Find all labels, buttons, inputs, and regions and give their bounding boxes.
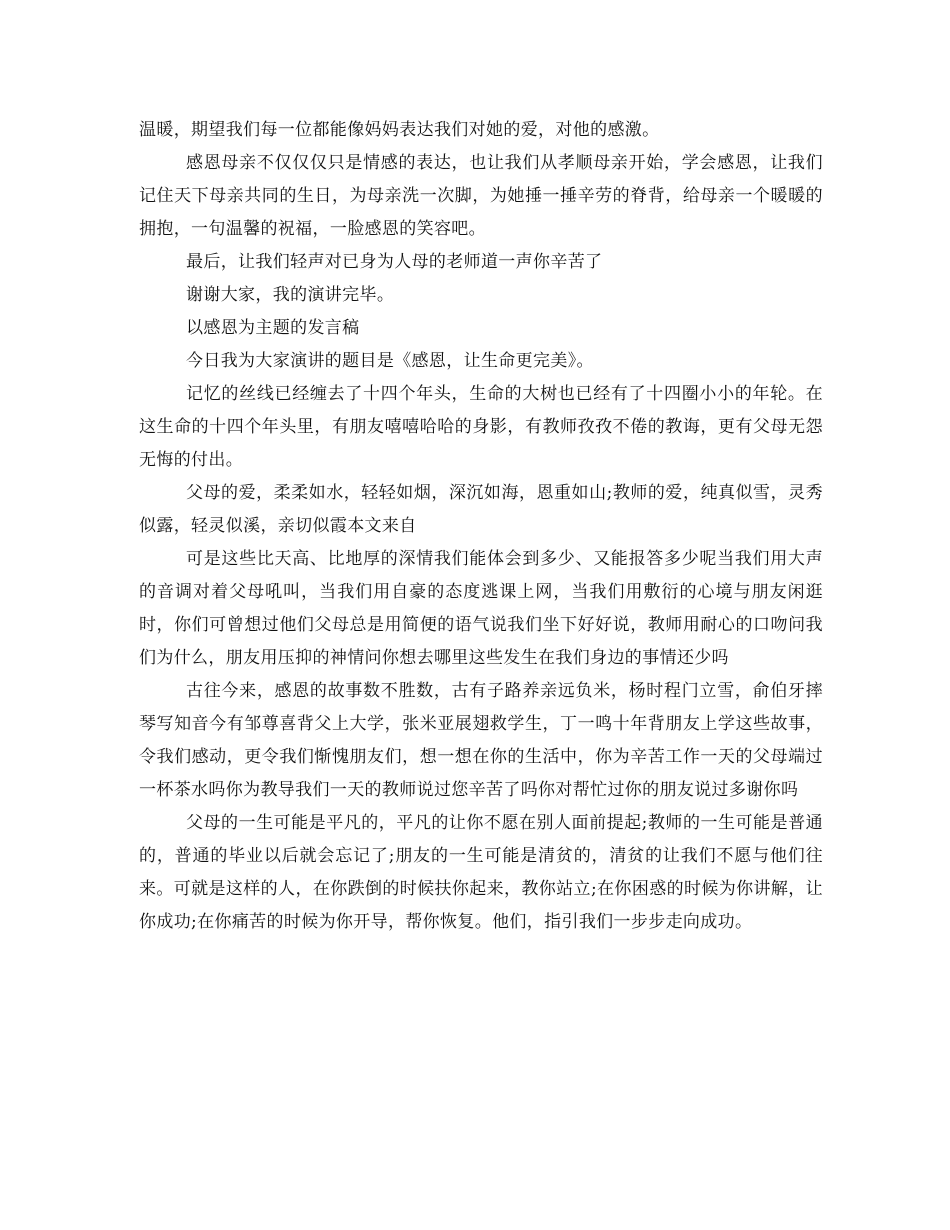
paragraph: 温暖，期望我们每一位都能像妈妈表达我们对她的爱，对他的感激。	[139, 120, 660, 140]
paragraph: 父母的一生可能是平凡的，平凡的让你不愿在别人面前提起;教师的一生可能是普通的，普通的毕业以后就会忘记了;朋友的一生可能是清贫的，清贫的让我们不愿与他们往来。可就是这样的人，在你跌倒的时候扶你起来，教你站立;在你困惑的时候为你讲解，让你成功;在你痛苦的时候为你开导，帮你恢复。他们，指引我们一步步走向成功。	[139, 813, 823, 932]
document-body	[139, 114, 823, 939]
paragraph: 可是这些比天高、比地厚的深情我们能体会到多少、又能报答多少呢当我们用大声的音调对着父母吼叫，当我们用自豪的态度逃课上网，当我们用敷衍的心境与朋友闲逛时，你们可曾想过他们父母总是用简便的语气说我们坐下好好说，教师用耐心的口吻问我们为什么，朋友用压抑的神情问你想去哪里这些发生在我们身边的事情还少吗	[139, 549, 823, 668]
paragraph: 最后，让我们轻声对已身为人母的老师道一声你辛苦了	[186, 252, 603, 272]
section-heading: 以感恩为主题的发言稿	[186, 318, 360, 338]
paragraph: 古往今来，感恩的故事数不胜数，古有子路养亲远负米，杨时程门立雪，俞伯牙摔琴写知音今有邹尊喜背父上大学，张米亚展翅救学生，丁一鸣十年背朋友上学这些故事，令我们感动，更令我们惭愧朋友们，想一想在你的生活中，你为辛苦工作一天的父母端过一杯茶水吗你为教导我们一天的教师说过您辛苦了吗你对帮忙过你的朋友说过多谢你吗	[139, 681, 823, 800]
paragraph: 父母的爱，柔柔如水，轻轻如烟，深沉如海，恩重如山;教师的爱，纯真似雪，灵秀似露，轻灵似溪，亲切似霞本文来自	[139, 483, 823, 536]
paragraph: 记忆的丝线已经缠去了十四个年头，生命的大树也已经有了十四圈小小的年轮。在这生命的十四个年头里，有朋友嘻嘻哈哈的身影，有教师孜孜不倦的教诲，更有父母无怨无悔的付出。	[139, 384, 823, 470]
paragraph: 感恩母亲不仅仅仅只是情感的表达，也让我们从孝顺母亲开始，学会感恩，让我们记住天下母亲共同的生日，为母亲洗一次脚，为她捶一捶辛劳的脊背，给母亲一个暖暖的拥抱，一句温馨的祝福，一脸感恩的笑容吧。	[139, 153, 823, 239]
paragraph: 谢谢大家，我的演讲完毕。	[186, 285, 395, 305]
paragraph: 今日我为大家演讲的题目是《感恩，让生命更完美》。	[186, 351, 594, 371]
